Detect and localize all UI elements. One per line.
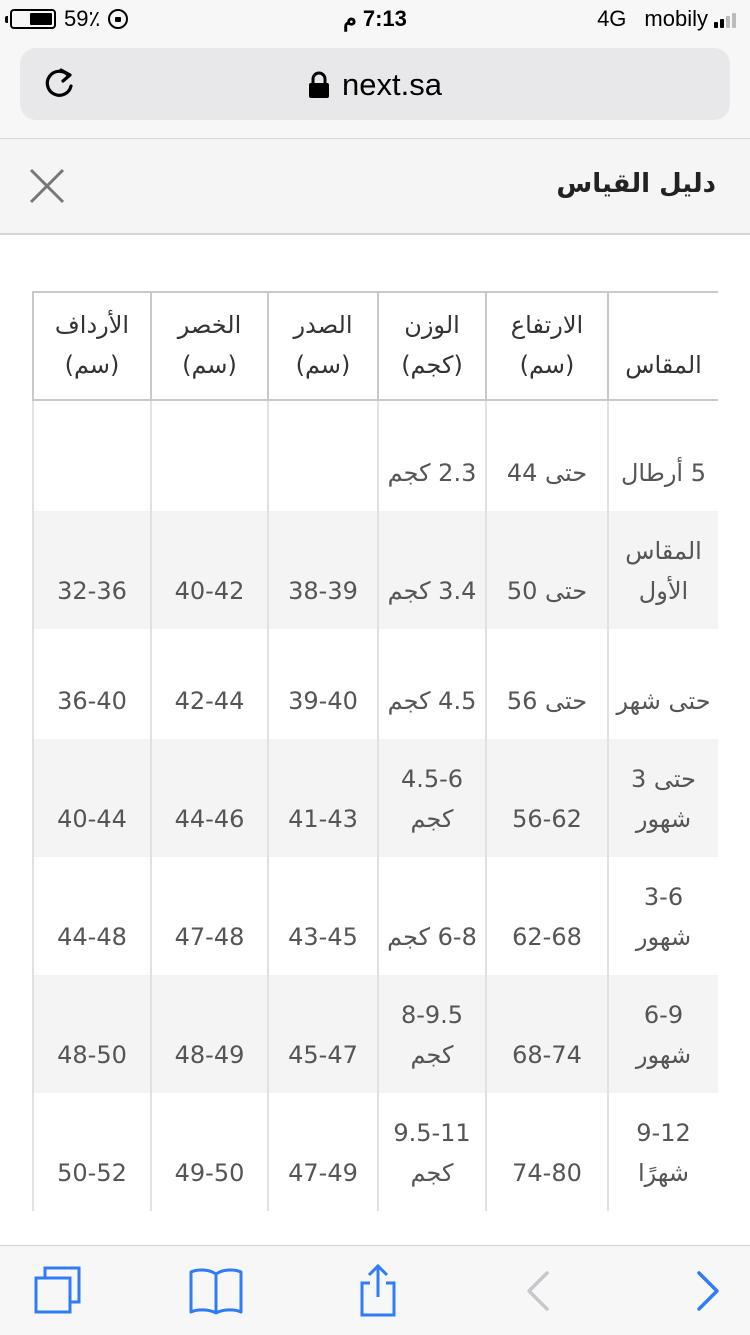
close-icon[interactable] [24,163,70,209]
url-text: next.sa [342,67,442,102]
cell-hips: 50-52 [33,1093,151,1211]
cell-height: 62-68 [486,857,608,975]
cell-chest [268,400,378,511]
header-height [486,292,608,400]
cell-waist: 48-49 [151,975,268,1093]
cell-chest: 45-47 [268,975,378,1093]
header-unit: (سم) [519,351,575,379]
cell-size: 5 أرطال [608,400,718,511]
cell-chest: 39-40 [268,629,378,739]
cell-weight: 2.3 كجم [378,400,486,511]
table-row [33,400,718,511]
cell-size: 6-9 شهور [608,975,718,1093]
header-weight [378,292,486,400]
size-table-container[interactable] [32,291,718,1245]
cell-weight: 4.5 كجم [378,629,486,739]
header-label: الوزن [404,311,460,339]
bookmarks-button[interactable] [186,1264,246,1318]
header-waist [151,292,268,400]
browser-toolbar [0,1245,750,1335]
cell-height: حتى 56 [486,629,608,739]
table-row [33,1093,718,1211]
cell-size: 9-12 شهرًا [608,1093,718,1211]
cell-height: 74-80 [486,1093,608,1211]
forward-arrow-icon [693,1269,723,1313]
header-hips [33,292,151,400]
header-unit: (سم) [295,351,351,379]
cell-weight: 6-8 كجم [378,857,486,975]
cell-waist: 44-46 [151,739,268,857]
cell-weight: 8-9.5 كجم [378,975,486,1093]
cell-hips: 48-50 [33,975,151,1093]
back-button[interactable] [508,1264,568,1318]
cell-weight: 9.5-11 كجم [378,1093,486,1211]
cell-waist: 47-48 [151,857,268,975]
battery-percent: 59٪ [64,6,101,31]
share-icon [356,1263,400,1319]
cell-size: المقاس الأول [608,511,718,629]
table-header-row [33,292,718,400]
header-label: الأرداف [54,311,130,339]
network-type: 4G [597,6,627,31]
header-label: الارتفاع [510,311,584,339]
carrier-name: mobily [644,6,708,31]
url-display[interactable] [20,67,730,103]
header-chest [268,292,378,400]
cell-size: 3-6 شهور [608,857,718,975]
browser-address-area [0,40,750,139]
cell-weight: 4.5-6 كجم [378,739,486,857]
cell-chest: 47-49 [268,1093,378,1211]
cell-weight: 3.4 كجم [378,511,486,629]
table-row [33,629,718,739]
cell-waist [151,400,268,511]
cell-size: حتى شهر [608,629,718,739]
tabs-button[interactable] [28,1264,88,1318]
signal-icon [714,10,736,28]
status-bar [0,0,750,40]
table-row [33,975,718,1093]
status-right [597,6,736,32]
table-row [33,739,718,857]
status-time: 7:13 م [343,6,407,31]
cell-height: حتى 44 [486,400,608,511]
cell-chest: 38-39 [268,511,378,629]
share-button[interactable] [348,1264,408,1318]
header-label: المقاس [625,351,702,379]
cell-hips: 36-40 [33,629,151,739]
table-row [33,511,718,629]
cell-hips: 32-36 [33,511,151,629]
cell-waist: 40-42 [151,511,268,629]
cell-chest: 41-43 [268,739,378,857]
size-guide-header [0,139,750,235]
cell-chest: 43-45 [268,857,378,975]
carrier-group [644,6,736,32]
size-table [32,291,718,1211]
address-bar[interactable] [20,48,730,120]
cell-waist: 42-44 [151,629,268,739]
header-unit: (كجم) [401,351,463,379]
cell-height: 56-62 [486,739,608,857]
padlock-icon [308,71,330,99]
page-title: دليل القياس [556,169,716,199]
cell-hips [33,400,151,511]
header-size [608,292,718,400]
cell-height: حتى 50 [486,511,608,629]
cell-size: حتى 3 شهور [608,739,718,857]
tabs-icon [31,1264,85,1318]
bookmarks-icon [187,1266,245,1316]
header-unit: (سم) [64,351,120,379]
cell-hips: 40-44 [33,739,151,857]
forward-button[interactable] [678,1264,738,1318]
header-unit: (سم) [182,351,237,379]
cell-height: 68-74 [486,975,608,1093]
cell-waist: 49-50 [151,1093,268,1211]
back-arrow-icon [523,1269,553,1313]
header-label: الصدر [293,311,353,339]
header-label: الخصر [177,311,242,339]
cell-hips: 44-48 [33,857,151,975]
table-row [33,857,718,975]
